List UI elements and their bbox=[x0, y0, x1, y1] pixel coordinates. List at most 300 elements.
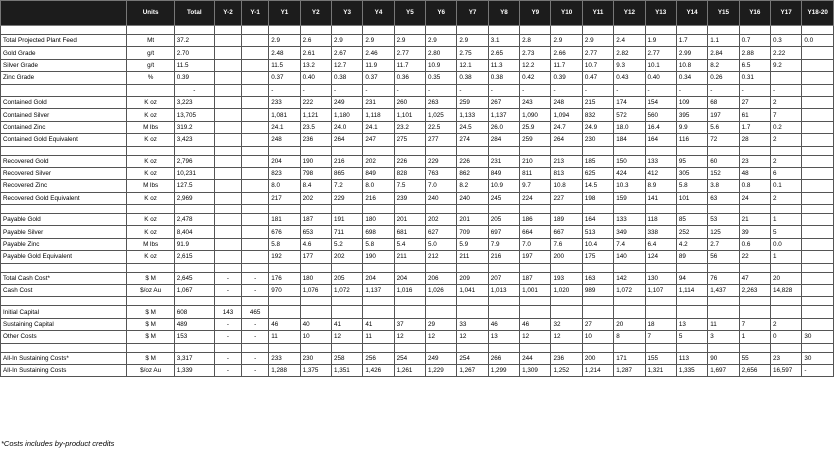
table-cell bbox=[802, 72, 834, 84]
table-cell: 5.6 bbox=[708, 121, 739, 133]
table-row bbox=[1, 109, 834, 121]
table-cell: 10.9 bbox=[488, 180, 519, 192]
table-cell: - bbox=[551, 84, 582, 96]
table-cell bbox=[242, 297, 269, 306]
row-units: % bbox=[127, 72, 174, 84]
table-cell: 1,072 bbox=[331, 285, 362, 297]
table-cell bbox=[520, 205, 551, 214]
table-cell bbox=[214, 343, 241, 352]
table-cell: 1,299 bbox=[488, 364, 519, 376]
table-cell: 0.1 bbox=[770, 180, 801, 192]
table-cell: 1,426 bbox=[363, 364, 394, 376]
table-cell: 186 bbox=[520, 214, 551, 226]
table-cell: 2.46 bbox=[363, 47, 394, 59]
table-cell: 1,026 bbox=[426, 285, 457, 297]
table-cell: 205 bbox=[331, 272, 362, 284]
table-cell bbox=[708, 343, 739, 352]
table-cell: 1,041 bbox=[457, 285, 488, 297]
table-cell bbox=[242, 214, 269, 226]
table-cell: 113 bbox=[676, 352, 707, 364]
header-year: Y10 bbox=[551, 1, 582, 26]
table-cell: 12 bbox=[520, 331, 551, 343]
table-row bbox=[1, 352, 834, 364]
table-cell: 3.8 bbox=[708, 180, 739, 192]
table-cell: 1,001 bbox=[520, 285, 551, 297]
row-total: 0.39 bbox=[174, 72, 214, 84]
table-cell bbox=[488, 146, 519, 155]
table-cell bbox=[645, 205, 676, 214]
table-cell: 142 bbox=[614, 272, 645, 284]
table-cell bbox=[214, 155, 241, 167]
table-cell bbox=[394, 343, 425, 352]
table-cell bbox=[645, 343, 676, 352]
table-cell: 5.8 bbox=[676, 180, 707, 192]
table-cell: 187 bbox=[520, 272, 551, 284]
row-units: g/t bbox=[127, 59, 174, 71]
table-cell: 1,020 bbox=[551, 285, 582, 297]
table-cell: 8.0 bbox=[363, 180, 394, 192]
table-cell bbox=[242, 121, 269, 133]
header-year: Y5 bbox=[394, 1, 425, 26]
table-cell: 46 bbox=[269, 318, 300, 330]
table-cell: 1,288 bbox=[269, 364, 300, 376]
row-total bbox=[174, 26, 214, 35]
table-cell bbox=[242, 146, 269, 155]
table-cell bbox=[214, 251, 241, 263]
table-cell: 243 bbox=[520, 96, 551, 108]
table-cell bbox=[242, 72, 269, 84]
header-year: Y-1 bbox=[242, 1, 269, 26]
table-cell: 1,076 bbox=[300, 285, 331, 297]
table-cell: 11.9 bbox=[363, 59, 394, 71]
table-cell: - bbox=[214, 272, 241, 284]
table-cell: 7 bbox=[645, 331, 676, 343]
table-cell bbox=[582, 205, 613, 214]
table-cell: 85 bbox=[676, 214, 707, 226]
table-cell: 4.6 bbox=[300, 238, 331, 250]
footnote: *Costs includes by-product credits bbox=[1, 439, 115, 448]
row-label: Payable Gold Equivalent bbox=[1, 251, 127, 263]
table-cell: 0.0 bbox=[770, 238, 801, 250]
table-cell bbox=[770, 343, 801, 352]
table-cell bbox=[614, 263, 645, 272]
table-cell: 2.65 bbox=[488, 47, 519, 59]
table-cell: 0.8 bbox=[739, 180, 770, 192]
table-cell bbox=[426, 146, 457, 155]
table-cell bbox=[488, 297, 519, 306]
table-cell bbox=[770, 72, 801, 84]
table-cell: 198 bbox=[582, 192, 613, 204]
table-cell: 0 bbox=[770, 331, 801, 343]
table-cell: 40 bbox=[300, 318, 331, 330]
table-row bbox=[1, 205, 834, 214]
table-cell: 236 bbox=[551, 352, 582, 364]
header-year: Y11 bbox=[582, 1, 613, 26]
table-cell: 41 bbox=[331, 318, 362, 330]
table-cell: 215 bbox=[582, 96, 613, 108]
table-cell: 187 bbox=[300, 214, 331, 226]
table-cell: 133 bbox=[645, 155, 676, 167]
table-cell: 56 bbox=[708, 251, 739, 263]
table-cell: 8.9 bbox=[645, 180, 676, 192]
table-cell: 6.4 bbox=[645, 238, 676, 250]
table-row bbox=[1, 59, 834, 71]
table-cell bbox=[394, 306, 425, 318]
table-cell: 10 bbox=[300, 331, 331, 343]
table-cell bbox=[708, 205, 739, 214]
table-cell: 2.9 bbox=[582, 35, 613, 47]
table-cell bbox=[300, 26, 331, 35]
table-cell bbox=[426, 343, 457, 352]
table-cell: 813 bbox=[551, 167, 582, 179]
table-cell bbox=[802, 272, 834, 284]
row-units: K oz bbox=[127, 109, 174, 121]
table-cell bbox=[645, 263, 676, 272]
table-cell: 1,180 bbox=[331, 109, 362, 121]
table-row bbox=[1, 84, 834, 96]
table-cell bbox=[269, 205, 300, 214]
table-cell: 2.80 bbox=[426, 47, 457, 59]
table-cell: 89 bbox=[676, 251, 707, 263]
table-cell: 0.7 bbox=[739, 35, 770, 47]
row-total: 1,067 bbox=[174, 285, 214, 297]
table-cell bbox=[582, 306, 613, 318]
table-cell bbox=[739, 306, 770, 318]
table-cell bbox=[214, 72, 241, 84]
table-cell: 264 bbox=[331, 134, 362, 146]
table-cell bbox=[488, 26, 519, 35]
table-cell bbox=[394, 26, 425, 35]
table-cell: 1.7 bbox=[739, 121, 770, 133]
table-row bbox=[1, 121, 834, 133]
table-cell bbox=[488, 306, 519, 318]
table-cell: 41 bbox=[363, 318, 394, 330]
table-cell: 13 bbox=[488, 331, 519, 343]
table-row bbox=[1, 72, 834, 84]
table-cell: 8.2 bbox=[708, 59, 739, 71]
table-cell bbox=[214, 205, 241, 214]
row-total: - bbox=[174, 84, 214, 96]
table-cell bbox=[802, 155, 834, 167]
header-year: Y-2 bbox=[214, 1, 241, 26]
table-cell: 68 bbox=[708, 96, 739, 108]
table-cell: 101 bbox=[676, 192, 707, 204]
table-cell: 2.66 bbox=[551, 47, 582, 59]
table-cell: 240 bbox=[457, 192, 488, 204]
table-cell: 9.3 bbox=[614, 59, 645, 71]
table-cell bbox=[269, 297, 300, 306]
table-cell: 8.4 bbox=[300, 180, 331, 192]
table-cell: 216 bbox=[331, 155, 362, 167]
row-units: K oz bbox=[127, 155, 174, 167]
table-cell bbox=[269, 146, 300, 155]
table-cell: 48 bbox=[739, 167, 770, 179]
table-cell: 53 bbox=[708, 214, 739, 226]
table-cell: 155 bbox=[645, 352, 676, 364]
table-cell: 63 bbox=[708, 192, 739, 204]
table-cell: 10.7 bbox=[582, 59, 613, 71]
table-cell: 231 bbox=[363, 96, 394, 108]
row-total: 2,615 bbox=[174, 251, 214, 263]
table-cell bbox=[214, 109, 241, 121]
table-cell: - bbox=[242, 285, 269, 297]
table-cell: 226 bbox=[394, 155, 425, 167]
row-total bbox=[174, 205, 214, 214]
table-cell bbox=[676, 205, 707, 214]
table-cell: 349 bbox=[614, 226, 645, 238]
table-cell bbox=[214, 226, 241, 238]
table-cell: 248 bbox=[551, 96, 582, 108]
table-cell bbox=[520, 297, 551, 306]
header-year: Y6 bbox=[426, 1, 457, 26]
table-cell: 5.4 bbox=[394, 238, 425, 250]
row-label: Contained Silver bbox=[1, 109, 127, 121]
table-cell: 263 bbox=[426, 96, 457, 108]
table-cell: 197 bbox=[520, 251, 551, 263]
table-cell: 266 bbox=[488, 352, 519, 364]
table-cell bbox=[739, 343, 770, 352]
table-cell bbox=[802, 306, 834, 318]
table-cell: 1 bbox=[770, 251, 801, 263]
table-cell: 2 bbox=[770, 96, 801, 108]
table-cell: 124 bbox=[645, 251, 676, 263]
table-cell: 0.34 bbox=[676, 72, 707, 84]
table-cell bbox=[802, 192, 834, 204]
table-cell: 46 bbox=[520, 318, 551, 330]
table-cell bbox=[242, 134, 269, 146]
table-cell: 24.0 bbox=[331, 121, 362, 133]
table-cell: 254 bbox=[457, 352, 488, 364]
table-row bbox=[1, 146, 834, 155]
table-cell: 150 bbox=[614, 155, 645, 167]
table-cell bbox=[645, 26, 676, 35]
table-cell: 211 bbox=[457, 251, 488, 263]
table-cell: 231 bbox=[488, 155, 519, 167]
row-units: K oz bbox=[127, 226, 174, 238]
table-cell bbox=[708, 306, 739, 318]
table-cell: 210 bbox=[520, 155, 551, 167]
table-cell bbox=[614, 306, 645, 318]
table-row bbox=[1, 297, 834, 306]
table-cell: 2.77 bbox=[645, 47, 676, 59]
table-cell bbox=[802, 109, 834, 121]
table-cell: 202 bbox=[363, 155, 394, 167]
table-cell: 2.77 bbox=[394, 47, 425, 59]
table-cell: 862 bbox=[457, 167, 488, 179]
table-cell bbox=[457, 306, 488, 318]
table-cell: - bbox=[242, 272, 269, 284]
table-cell bbox=[802, 96, 834, 108]
row-units: $ M bbox=[127, 318, 174, 330]
table-cell: 143 bbox=[214, 306, 241, 318]
table-cell: 1,375 bbox=[300, 364, 331, 376]
table-cell: 22.5 bbox=[426, 121, 457, 133]
table-cell: 264 bbox=[551, 134, 582, 146]
table-cell: 46 bbox=[488, 318, 519, 330]
table-cell: 2.9 bbox=[551, 35, 582, 47]
row-label bbox=[1, 205, 127, 214]
table-cell: 0.2 bbox=[770, 121, 801, 133]
table-cell: 227 bbox=[551, 192, 582, 204]
table-cell: 11.7 bbox=[394, 59, 425, 71]
table-cell: 5 bbox=[770, 226, 801, 238]
header-year: Y8 bbox=[488, 1, 519, 26]
table-cell: 275 bbox=[394, 134, 425, 146]
table-cell bbox=[242, 47, 269, 59]
table-cell bbox=[269, 26, 300, 35]
table-cell: 2.75 bbox=[457, 47, 488, 59]
table-cell bbox=[739, 205, 770, 214]
table-cell: 798 bbox=[300, 167, 331, 179]
table-cell bbox=[770, 26, 801, 35]
table-cell: 24.5 bbox=[457, 121, 488, 133]
table-cell: 130 bbox=[645, 272, 676, 284]
table-cell: 2.9 bbox=[363, 35, 394, 47]
row-total: 3,423 bbox=[174, 134, 214, 146]
header-year: Y4 bbox=[363, 1, 394, 26]
table-cell: - bbox=[708, 84, 739, 96]
table-cell: 254 bbox=[394, 352, 425, 364]
table-cell: 213 bbox=[551, 155, 582, 167]
row-label: Payable Zinc bbox=[1, 238, 127, 250]
table-cell: - bbox=[645, 84, 676, 96]
table-cell bbox=[300, 205, 331, 214]
table-cell: 13 bbox=[676, 318, 707, 330]
table-row bbox=[1, 134, 834, 146]
table-cell: - bbox=[363, 84, 394, 96]
table-cell: 18 bbox=[645, 318, 676, 330]
table-cell: 10.8 bbox=[551, 180, 582, 192]
table-cell: 13.2 bbox=[300, 59, 331, 71]
header-year: Y17 bbox=[770, 1, 801, 26]
row-total: 3,317 bbox=[174, 352, 214, 364]
table-cell bbox=[331, 205, 362, 214]
header-units: Units bbox=[127, 1, 174, 26]
table-cell bbox=[214, 180, 241, 192]
table-cell: 0.0 bbox=[802, 35, 834, 47]
table-cell bbox=[614, 205, 645, 214]
row-label: Sustaining Capital bbox=[1, 318, 127, 330]
table-cell: - bbox=[582, 84, 613, 96]
table-cell: - bbox=[242, 352, 269, 364]
table-cell: 174 bbox=[614, 96, 645, 108]
table-cell bbox=[802, 180, 834, 192]
table-cell bbox=[520, 26, 551, 35]
table-cell: 970 bbox=[269, 285, 300, 297]
table-cell bbox=[802, 238, 834, 250]
table-cell: 18.0 bbox=[614, 121, 645, 133]
table-cell: 989 bbox=[582, 285, 613, 297]
table-cell: 2.8 bbox=[520, 35, 551, 47]
table-cell bbox=[802, 214, 834, 226]
table-cell: 0.31 bbox=[739, 72, 770, 84]
table-row bbox=[1, 47, 834, 59]
table-cell: 5.9 bbox=[457, 238, 488, 250]
table-cell: 10.8 bbox=[676, 59, 707, 71]
table-cell bbox=[426, 26, 457, 35]
table-cell: 1.9 bbox=[645, 35, 676, 47]
table-cell: 1,013 bbox=[488, 285, 519, 297]
table-cell bbox=[214, 263, 241, 272]
table-cell: 11.3 bbox=[488, 59, 519, 71]
table-cell: 211 bbox=[394, 251, 425, 263]
table-cell: 2.88 bbox=[739, 47, 770, 59]
table-cell bbox=[676, 343, 707, 352]
table-cell bbox=[582, 146, 613, 155]
table-cell: - bbox=[242, 331, 269, 343]
table-cell: 277 bbox=[426, 134, 457, 146]
table-cell bbox=[676, 26, 707, 35]
table-cell: 0.26 bbox=[708, 72, 739, 84]
table-cell: 697 bbox=[488, 226, 519, 238]
header-year: Y14 bbox=[676, 1, 707, 26]
table-cell: 202 bbox=[331, 251, 362, 263]
table-cell bbox=[582, 343, 613, 352]
table-cell: - bbox=[300, 84, 331, 96]
table-cell: 141 bbox=[645, 192, 676, 204]
table-cell: 11 bbox=[269, 331, 300, 343]
table-cell: 23.2 bbox=[394, 121, 425, 133]
table-cell bbox=[520, 263, 551, 272]
table-cell bbox=[551, 297, 582, 306]
row-label: Silver Grade bbox=[1, 59, 127, 71]
table-cell bbox=[214, 121, 241, 133]
table-cell bbox=[676, 146, 707, 155]
row-label: Contained Gold Equivalent bbox=[1, 134, 127, 146]
table-cell bbox=[582, 263, 613, 272]
table-cell bbox=[770, 146, 801, 155]
table-cell: 7.4 bbox=[614, 238, 645, 250]
table-cell: 8 bbox=[614, 331, 645, 343]
table-cell: 338 bbox=[645, 226, 676, 238]
table-cell bbox=[457, 146, 488, 155]
table-cell bbox=[614, 343, 645, 352]
table-cell: 26.0 bbox=[488, 121, 519, 133]
row-label: Recovered Zinc bbox=[1, 180, 127, 192]
table-cell: 239 bbox=[394, 192, 425, 204]
table-cell: - bbox=[676, 84, 707, 96]
table-cell: 171 bbox=[614, 352, 645, 364]
table-cell: 201 bbox=[457, 214, 488, 226]
table-cell: 8.0 bbox=[269, 180, 300, 192]
table-cell: 224 bbox=[520, 192, 551, 204]
table-cell bbox=[331, 146, 362, 155]
table-cell: 14,828 bbox=[770, 285, 801, 297]
table-cell: 236 bbox=[300, 134, 331, 146]
table-cell bbox=[300, 343, 331, 352]
table-cell: 212 bbox=[426, 251, 457, 263]
table-cell bbox=[242, 155, 269, 167]
table-cell: 95 bbox=[676, 155, 707, 167]
table-cell: 260 bbox=[394, 96, 425, 108]
row-total bbox=[174, 343, 214, 352]
table-cell bbox=[242, 109, 269, 121]
table-cell: 24.7 bbox=[551, 121, 582, 133]
row-units: K oz bbox=[127, 96, 174, 108]
table-row bbox=[1, 167, 834, 179]
table-cell: 5.0 bbox=[426, 238, 457, 250]
table-cell: 55 bbox=[739, 352, 770, 364]
table-cell bbox=[394, 205, 425, 214]
table-cell bbox=[708, 297, 739, 306]
table-cell: 664 bbox=[520, 226, 551, 238]
table-cell: 16.4 bbox=[645, 121, 676, 133]
table-cell: 828 bbox=[394, 167, 425, 179]
table-cell bbox=[457, 343, 488, 352]
table-cell bbox=[242, 238, 269, 250]
row-total: 2,969 bbox=[174, 192, 214, 204]
table-cell: 0.37 bbox=[363, 72, 394, 84]
